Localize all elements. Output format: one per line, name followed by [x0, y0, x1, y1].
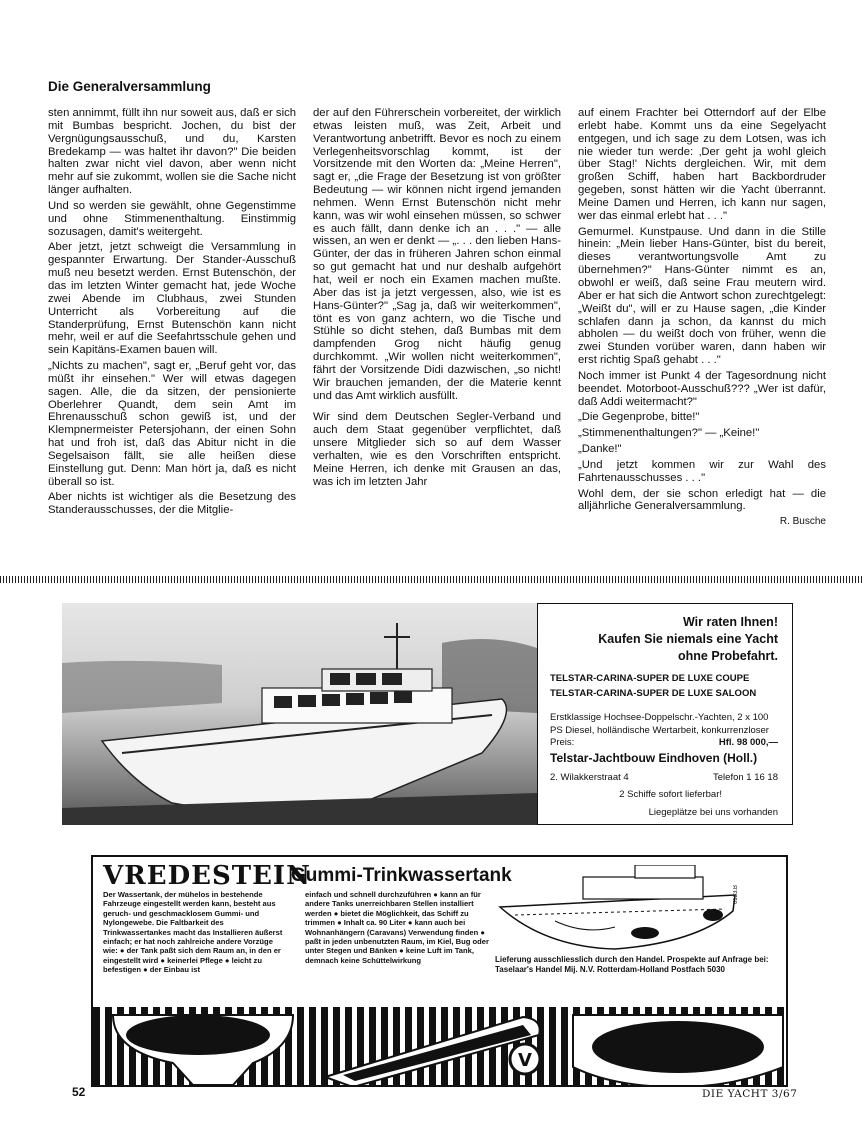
- paragraph: „Danke!": [578, 443, 622, 456]
- ad-code: 0133.B: [733, 885, 739, 905]
- model-name: TELSTAR-CARINA-SUPER DE LUXE SALOON: [550, 688, 757, 699]
- ad-text: Der Wassertank, der mühelos in bestehende Fahrzeuge eingestellt werden kann, besteht aus geruch- und geschmacklosem Gummi- und Nylongewebe. Die Faltbarkeit des Trinkwassertankes macht das Installieren äußerst einfach; er hat noch zahlreiche andere Vorzüge wie: ● der Tank paßt sich dem Raum an, in den er eingestellt wird ● keinerlei Pflege ● leicht zu befestigen ● der Einbau ist: [103, 890, 283, 975]
- phone-number: Telefon 1 16 18: [713, 772, 778, 783]
- author-signature: R. Busche: [779, 516, 826, 528]
- boat-cutaway-drawing: [495, 865, 743, 953]
- model-name: TELSTAR-CARINA-SUPER DE LUXE COUPE: [550, 673, 750, 684]
- yacht-photo-drawing: [62, 603, 537, 825]
- ad-text: einfach und schnell durchzuführen ● kann an für andere Tanks unerreichbaren Stellen installiert werden ● bietet die Möglichkeit, das Schiff zu trimmen ● Inhalt ca. 90 Liter ● kann auch bei Wohnanhängern (Caravans) Verwendung finden ● paßt in jeden unbenutzten Raum, im Kiel, Bug oder unter Stegen und Bänken ● keine Luft im Tank, demnach keine Schüttelwirkung: [305, 890, 489, 965]
- article-body: [48, 107, 828, 529]
- berths-note: Liegeplätze bei uns vorhanden: [648, 807, 778, 818]
- paragraph: Noch immer ist Punkt 4 der Tagesordnung nicht beendet. Motorboot-Ausschuß??? „Wer ist dafür, daß Addi weitermacht?": [578, 369, 826, 408]
- page-number: 52: [72, 1085, 86, 1099]
- paragraph: Gemurmel. Kunstpause. Und dann in die Stille hinein: „Mein lieber Hans-Günter, bist du bereit, dieses verantwortungsvolle Amt zu übernehmen?" Hans-Günter nimmt es an, obwohl er weiß, daß seine Frau meutern wird. Aber er hat sich die Antwort schon zurechtgelegt: „Weißt du", will er zu Hause sagen, „die Kinder schlafen dann ja schon, da kannst du mich abholen — du weißt doch von früher, wenn die zwei Stunden vorüber waren, dann haben wir erst richtig Spaß gehabt . . .": [578, 225, 826, 367]
- paragraph: „Die Gegenprobe, bitte!": [578, 411, 700, 424]
- ad-description: Erstklassige Hochsee-Doppelschr.-Yachten, 2 x 100 PS Diesel, holländische Wertarbeit, konkurrenzloser Preis: Hfl. 98 000,—: [550, 712, 778, 748]
- paragraph: Und so werden sie gewählt, ohne Gegenstimme und ohne Stimmenenthaltung. Einstimmig sozusagen, damit's weitergeht.: [48, 199, 296, 238]
- ad-headline: Wir raten Ihnen! Kaufen Sie niemals eine Yacht ohne Probefahrt.: [598, 615, 778, 663]
- paragraph: „Stimmenenthaltungen?" — „Keine!": [578, 427, 760, 440]
- paragraph: auf einem Frachter bei Otterndorf auf der Elbe erlebt habe. Kommt uns da eine Segelyacht entgegen, und ich sage zu dem Lotsen, was ich nie wieder tun werde: ‚Der geht ja wohl gleich über Stag!' Nichts dergleichen. Wir, mit dem großen Schiff, haben hart Backbordruder gegeben, sonst hätten wir die Yacht überrannt. Meine Damen und Herren, ich kann nur sagen, wer das einmal erlebt hat . . .": [578, 107, 826, 222]
- paragraph: Aber nichts ist wichtiger als die Besetzung des Standerausschusses, der die Mitglie-: [48, 491, 296, 517]
- article-title: Die Generalversammlung: [48, 79, 211, 94]
- paragraph: Aber jetzt, jetzt schweigt die Versammlung in gespannter Erwartung. Der Stander-Ausschuß muß neu besetzt werden. Ernst Butenschön, der das im letzten Winter gemacht hat, jede Woche zwei Abende im Clubhaus, zwei Stunden Unterricht als Vorbereitung auf die Standerprüfung, Ernst Butenschön kann nicht mehr, weil er auf die Seefahrtsschule gehen und sein Kapitäns-Examen bauen will.: [48, 241, 296, 357]
- article-column-2: [313, 107, 561, 529]
- paragraph: der auf den Führerschein vorbereitet, der wirklich etwas leisten muß, was Zeit, Arbeit und Verantwortung anbetrifft. Bevor es noch zu einem Verlegenheitsvorschlag kommt, ist der Vorsitzende mit den Worten da: „Meine Herren", sagt er, „die Frage der Besetzung ist von größter Bedeutung — wir können nicht irgend jemanden nehmen. Wenn Ernst Butenschön nicht mehr kann, was wir wohl einsehen müssen, so schwer es auch fällt, dann denke ich an . . ." — alle wissen, an wen er denkt — „. . . den lieben Hans-Günter, der das in früheren Jahren schon einmal so gut gemacht hat und nur deshalb aufgehört hat, weil er noch ein Examen machen mußte. Aber das ist ja jetzt vergessen, also, wie ist es Hans-Günter?" „Sag ja, daß wir weiterkommen", tönt es von ganz achtern, wo die Tische und Stühle so dicht stehen, daß Bumbas mit dem dampfenden Grog nicht häufig genug durchkommt. „Wir wollen nicht weiterkommen", fährt der Vorsitzende Didi dazwischen, „so nicht! Wir brauchen jemanden, der die Materie kennt und das Amt wirklich ausfüllt.: [313, 107, 561, 402]
- paragraph: „Und jetzt kommen wir zur Wahl des Fahrtenausschusses . . .": [578, 458, 826, 484]
- company-name: Telstar-Jachtbouw Eindhoven (Holl.): [550, 751, 758, 765]
- paragraph: sten annimmt, füllt ihn nur soweit aus, daß er sich mit Bumbas bespricht. Jochen, du bist der Vergnügungsausschuß, und du, Karsten Bredekamp — was haltet ihr davon?" Die beiden halten zwar nicht viel davon, aber wenn nicht mehr auf sie zukommt, wollen sie die Sache nicht länger aufhalten.: [48, 107, 297, 197]
- vredestein-advertisement: [91, 855, 788, 1087]
- company-address: 2. Wilakkerstraat 4 Telefon 1 16 18: [550, 772, 778, 783]
- paragraph: Wohl dem, der sie schon erledigt hat — die alljährliche Generalversammlung.: [578, 487, 826, 513]
- vredestein-logo-letter: V: [518, 1050, 532, 1071]
- stock-note: 2 Schiffe sofort lieferbar!: [619, 789, 722, 800]
- paragraph: „Nichts zu machen", sagt er, „Beruf geht vor, das müßt ihr einsehen." Wer will etwas dagegen sagen. Alle, die da sitzen, der pensionierte Oberlehrer Quandt, dem sein Amt im Ehrenausschuß schon gewiß ist, und der Klempnermeister Petersjohann, der einen Sohn hat und froh ist, daß das Abitur nicht in die Segelsaison fällt, sie alle heißen diese Einstellung gut. Denn: Man hört ja, daß es nicht überall so ist.: [48, 360, 296, 488]
- magazine-issue: DIE YACHT 3/67: [702, 1088, 798, 1100]
- distribution-note: Lieferung ausschliesslich durch den Handel. Prospekte auf Anfrage bei: Taselaar's Handel Mij. N.V. Rotterdam-Holland Postfach 5030: [495, 955, 769, 974]
- telstar-advertisement: [537, 603, 793, 825]
- brand-logo: VREDESTEIN: [103, 861, 311, 891]
- yacht-photo: [62, 603, 537, 825]
- section-divider: [0, 576, 864, 583]
- article-column-3: [578, 107, 826, 529]
- article-column-1: [48, 107, 296, 529]
- price: Hfl. 98 000,—: [718, 737, 778, 748]
- tank-illustrations: [93, 1007, 788, 1087]
- paragraph: Wir sind dem Deutschen Segler-Verband und auch dem Staat gegenüber verpflichtet, daß unsere Mitglieder sich so auf dem Wasser verhalten, wie es den Vorschriften entspricht. Meine Herren, ich denke mit Grausen an das, was ich im letzten Jahr: [313, 411, 561, 488]
- product-name: Gummi-Trinkwassertank: [291, 865, 512, 886]
